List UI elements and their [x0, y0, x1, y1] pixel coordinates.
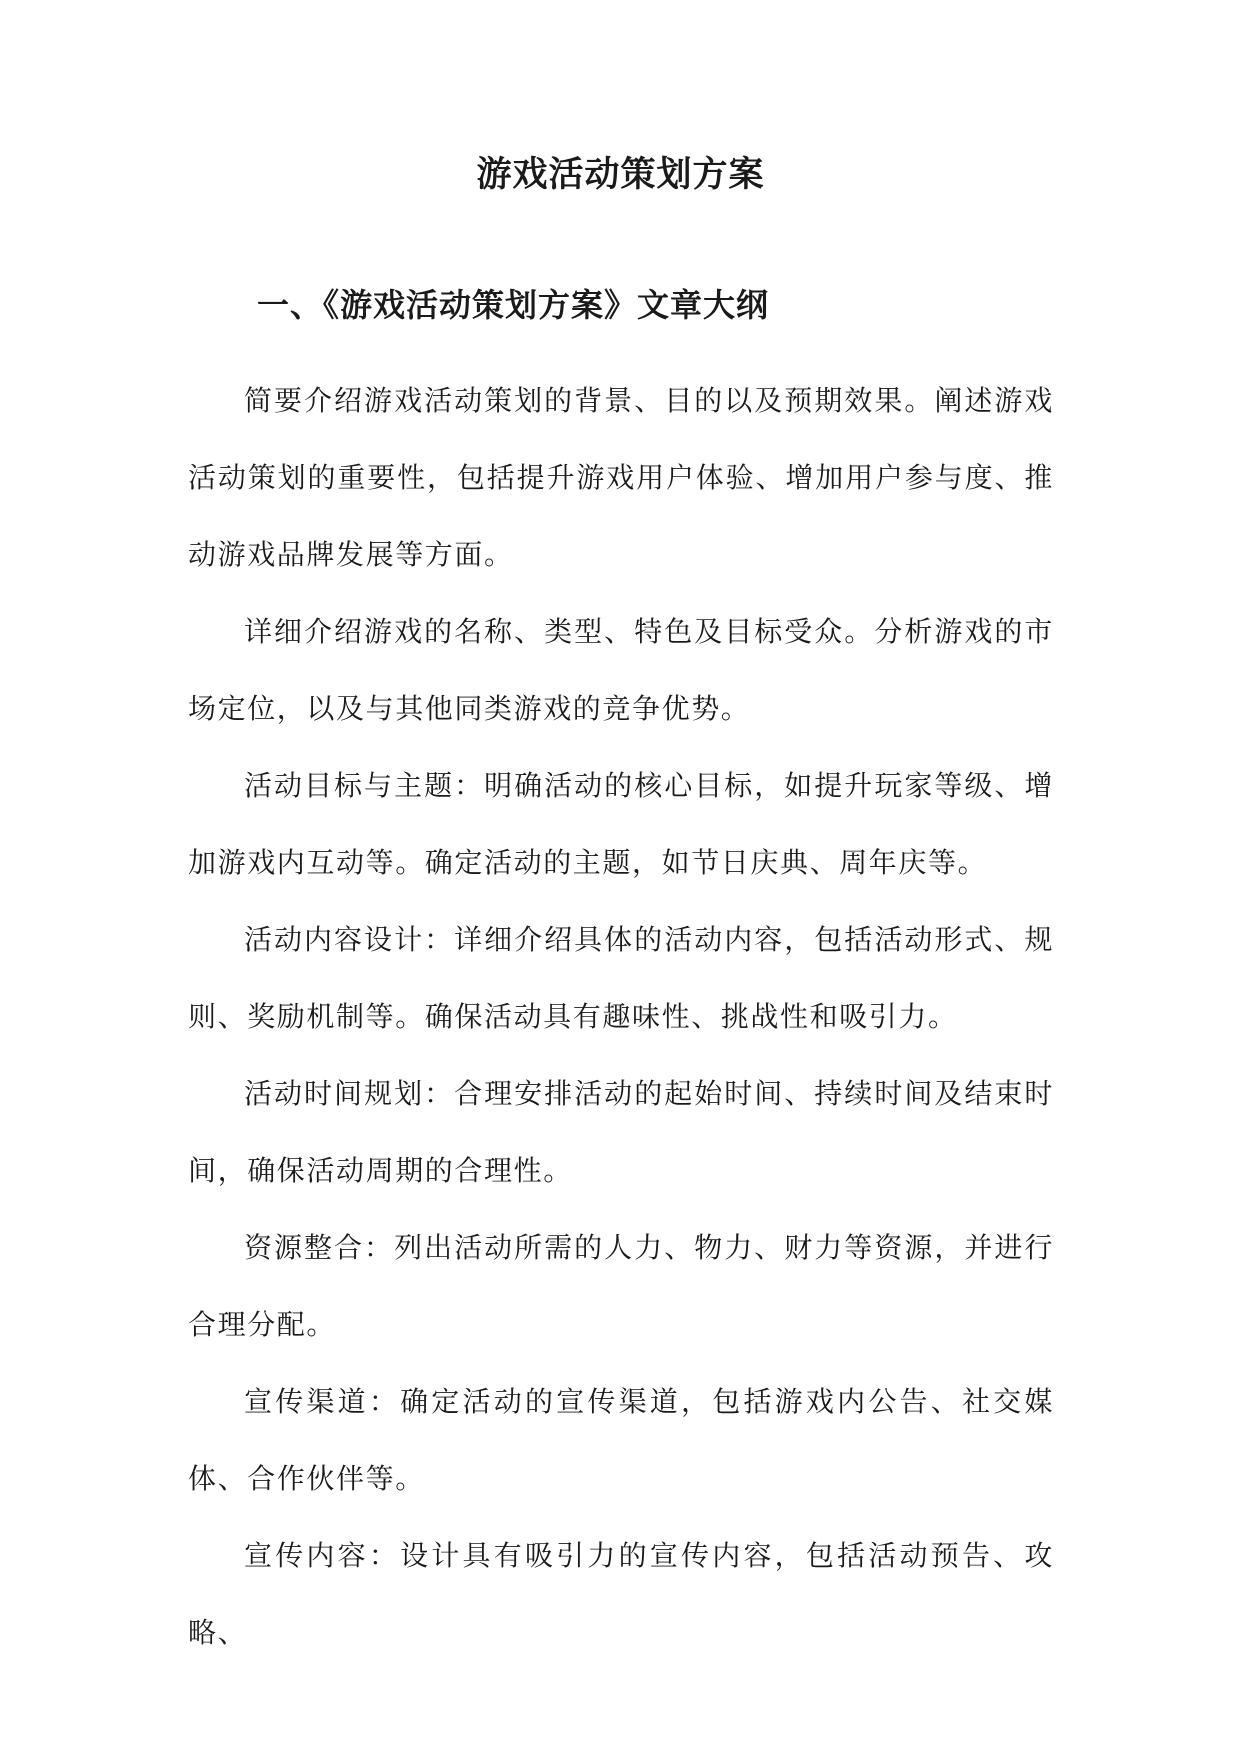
paragraph-goals-theme: 活动目标与主题：明确活动的核心目标，如提升玩家等级、增加游戏内互动等。确定活动的主题，如节日庆典、周年庆等。: [188, 769, 1054, 879]
section-heading: 一、《游戏活动策划方案》文章大纲: [257, 286, 770, 324]
paragraph-promo-content: 宣传内容：设计具有吸引力的宣传内容，包括活动预告、攻略、: [188, 1539, 1054, 1649]
paragraph-game-intro: 详细介绍游戏的名称、类型、特色及目标受众。分析游戏的市场定位，以及与其他同类游戏的竞争优势。: [188, 615, 1054, 725]
paragraph-background: 简要介绍游戏活动策划的背景、目的以及预期效果。阐述游戏活动策划的重要性，包括提升游戏用户体验、增加用户参与度、推动游戏品牌发展等方面。: [188, 384, 1054, 571]
paragraph-resources: 资源整合：列出活动所需的人力、物力、财力等资源，并进行合理分配。: [188, 1231, 1054, 1341]
paragraph-promo-channels: 宣传渠道：确定活动的宣传渠道，包括游戏内公告、社交媒体、合作伙伴等。: [188, 1385, 1054, 1495]
paragraph-content-design: 活动内容设计：详细介绍具体的活动内容，包括活动形式、规则、奖励机制等。确保活动具有趣味性、挑战性和吸引力。: [188, 923, 1054, 1033]
document-body: [188, 362, 1054, 1671]
document-title: 游戏活动策划方案: [476, 154, 765, 195]
paragraph-time-plan: 活动时间规划：合理安排活动的起始时间、持续时间及结束时间，确保活动周期的合理性。: [188, 1077, 1054, 1187]
